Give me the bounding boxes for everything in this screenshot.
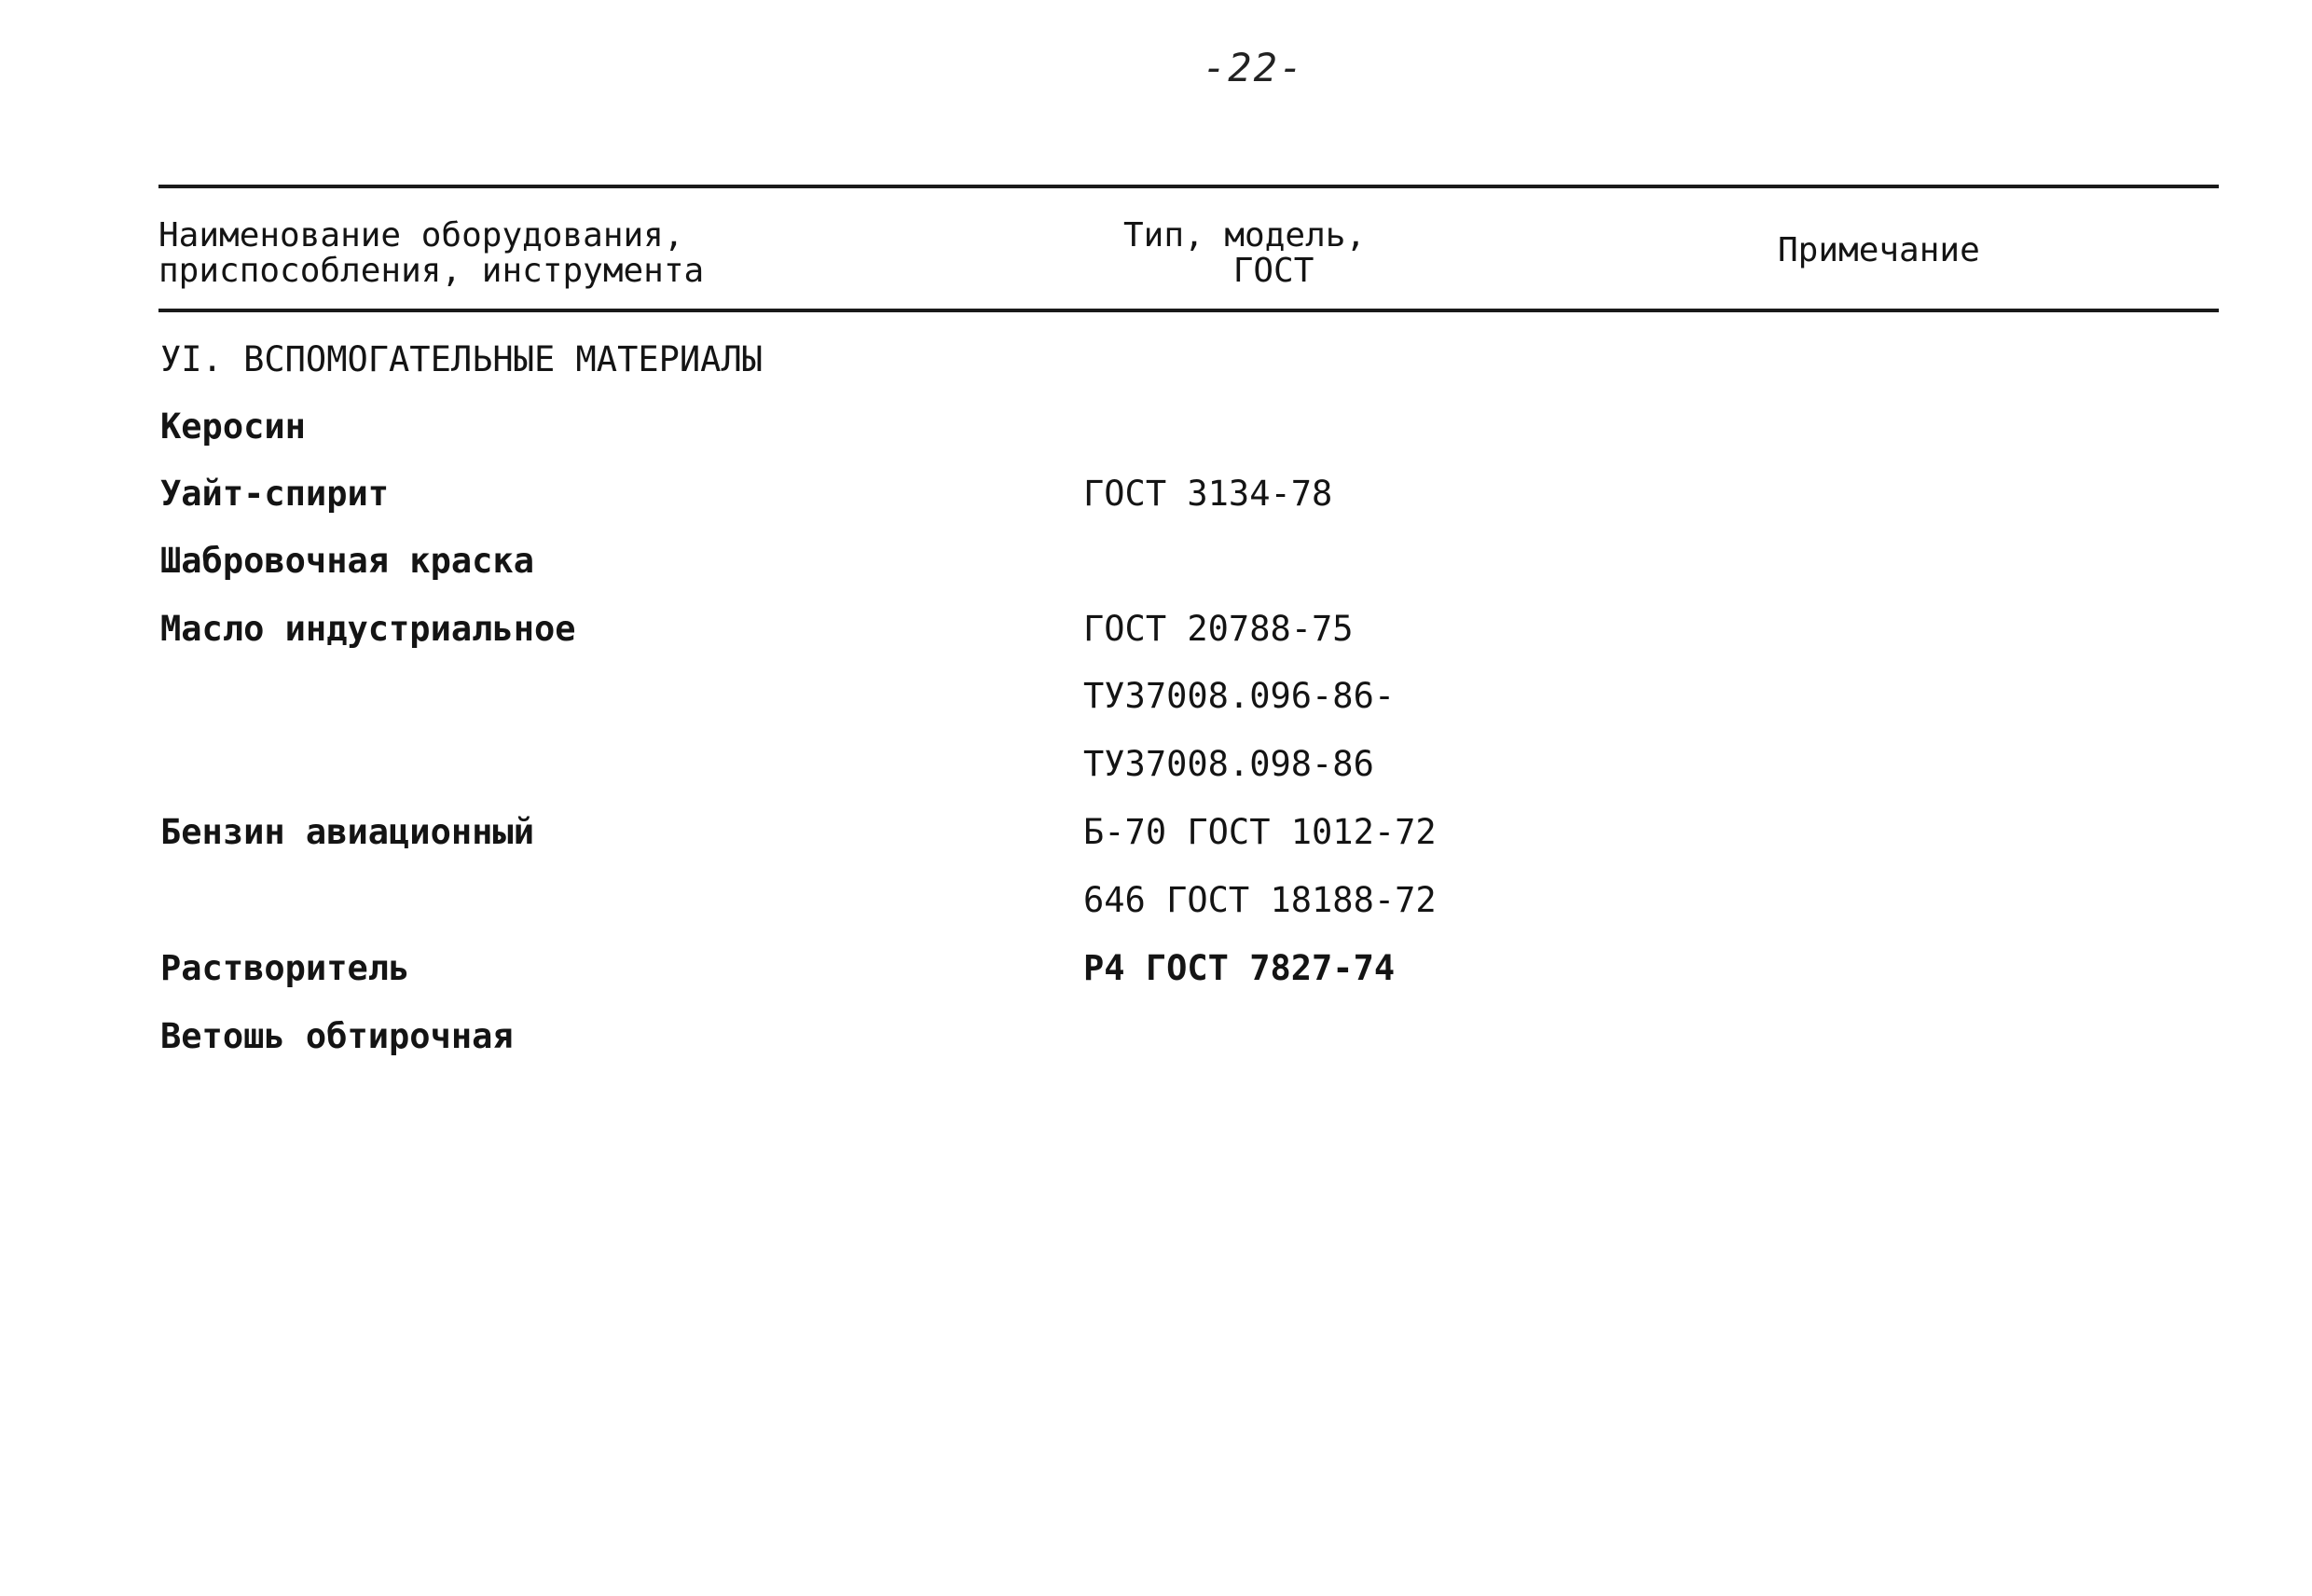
row-name-solvent: Растворитель xyxy=(160,948,410,988)
row-name-aviation-gasoline: Бензин авиационный xyxy=(160,812,534,852)
row-type-tu-098: ТУ37008.098-86 xyxy=(1083,744,1374,784)
row-type-tu-096: ТУ37008.096-86- xyxy=(1083,676,1396,716)
row-type-solvent-646: 646 ГОСТ 18188-72 xyxy=(1083,880,1437,920)
row-type-industrial-oil: ГОСТ 20788-75 xyxy=(1083,609,1354,649)
table-header-rule xyxy=(158,309,2219,312)
page-number: -22- xyxy=(1203,45,1305,90)
header-type-model-line2: ГОСТ xyxy=(1232,252,1314,290)
row-name-scraping-paint: Шабровочная краска xyxy=(160,541,534,581)
header-equipment-name-line1: Наименование оборудования, xyxy=(158,216,684,255)
header-type-model-line1: Тип, модель, xyxy=(1123,216,1367,255)
section-title: УI. ВСПОМОГАТЕЛЬНЫЕ МАТЕРИАЛЫ xyxy=(160,339,764,379)
row-name-industrial-oil: Масло индустриальное xyxy=(160,609,576,649)
header-note: Примечание xyxy=(1778,231,1980,269)
row-type-aviation-gasoline: Б-70 ГОСТ 1012-72 xyxy=(1083,812,1437,852)
row-name-white-spirit: Уайт-спирит xyxy=(160,474,390,514)
header-type-model xyxy=(1123,218,1366,289)
row-type-solvent: Р4 ГОСТ 7827-74 xyxy=(1083,948,1396,988)
table-top-rule xyxy=(158,185,2219,188)
header-equipment-name-line2: приспособления, инструмента xyxy=(158,252,705,290)
header-equipment-name xyxy=(158,218,704,289)
row-name-kerosene: Керосин xyxy=(160,406,306,447)
row-type-white-spirit: ГОСТ 3134-78 xyxy=(1083,474,1333,514)
row-name-wiping-rags: Ветошь обтирочная xyxy=(160,1016,514,1056)
